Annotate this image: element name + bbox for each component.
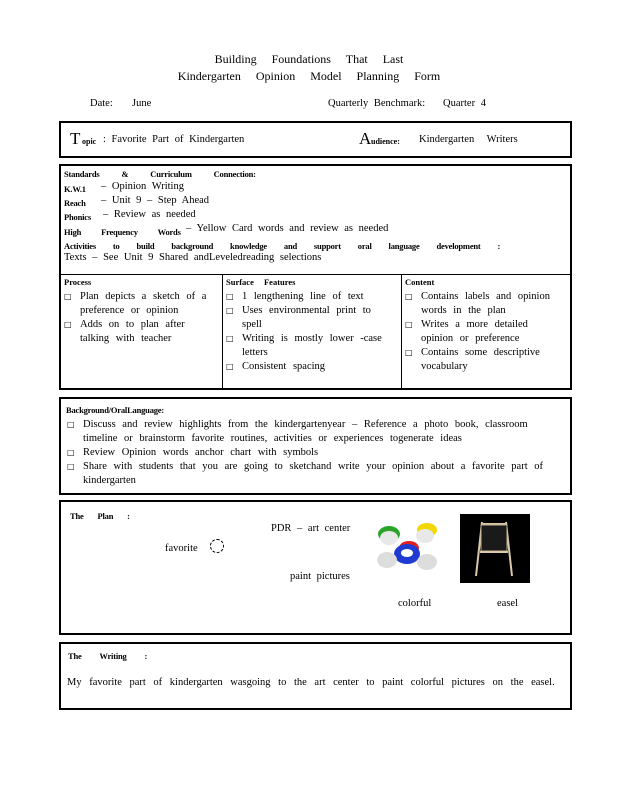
- plan-paint-label: paint pictures: [290, 571, 350, 582]
- list-item: □ Discuss and review highlights from the kindergartenyear – Reference a photo book, classroom timeline or brainstorm favorite routines, activities or experiences togenerate ideas: [67, 418, 557, 446]
- criteria-columns: [61, 274, 570, 388]
- topic-initial: T: [70, 129, 81, 148]
- process-column: [61, 275, 223, 388]
- writing-heading: The Writing :: [68, 651, 148, 661]
- plan-box: [59, 500, 572, 635]
- list-item: □ Contains labels and opinion words in the plan: [405, 290, 560, 318]
- audience-label: udience:: [371, 137, 400, 146]
- topic-label: opic: [82, 137, 97, 146]
- activities-text: Texts – See Unit 9 Shared andLeveledreading selections: [64, 252, 322, 263]
- activities-label: Activities to build background knowledge and support oral language development :: [64, 241, 501, 251]
- background-heading: Background/OralLanguage:: [66, 405, 165, 415]
- standard-text: – Review as needed: [103, 209, 196, 220]
- list-item: □ Consistent spacing: [226, 360, 386, 374]
- benchmark-value: Quarter 4: [443, 98, 486, 109]
- writing-text: My favorite part of kindergarten wasgoing to the art center to paint colorful pictures on the easel.: [67, 677, 555, 688]
- paint-pots-image: [373, 520, 441, 580]
- list-item: □ Writing is mostly lower -case letters: [226, 332, 386, 360]
- plan-heading: The Plan :: [70, 511, 130, 521]
- standard-label: Phonics: [64, 212, 91, 222]
- content-column: [402, 275, 570, 388]
- audience-value: Kindergarten Writers: [419, 134, 518, 145]
- standard-label: Reach: [64, 198, 86, 208]
- form-title-line1: Building Foundations That Last: [214, 52, 404, 66]
- date-label: Date:: [90, 98, 113, 109]
- list-item: □ Plan depicts a sketch of a preference or opinion: [64, 290, 214, 318]
- smiley-face-icon: [210, 539, 224, 553]
- plan-easel-label: easel: [497, 598, 518, 609]
- standards-box: [59, 164, 572, 390]
- standard-text: – Opinion Writing: [101, 181, 184, 192]
- list-item: □ Review Opinion words anchor chart with symbols: [67, 446, 557, 460]
- topic-value: : Favorite Part of Kindergarten: [103, 134, 245, 145]
- list-item: □ Adds on to plan after talking with teacher: [64, 318, 214, 346]
- list-item: □ 1 lengthening line of text: [226, 290, 386, 304]
- standards-heading: Standards & Curriculum Connection:: [64, 169, 256, 179]
- date-value: June: [132, 98, 152, 109]
- audience-initial: A: [359, 129, 372, 148]
- background-box: [59, 397, 572, 495]
- list-item: □ Contains some descriptive vocabulary: [405, 346, 560, 374]
- form-title-line2: Kindergarten Opinion Model Planning Form: [177, 69, 441, 83]
- standard-text: – Yellow Card words and review as needed: [186, 223, 389, 234]
- easel-image: [460, 514, 530, 583]
- standard-text: – Unit 9 – Step Ahead: [101, 195, 210, 206]
- plan-colorful-label: colorful: [398, 598, 432, 609]
- benchmark-label: Quarterly Benchmark:: [328, 98, 426, 109]
- content-heading: Content: [405, 277, 435, 287]
- topic-audience-box: [59, 121, 572, 158]
- list-item: □ Share with students that you are going to sketchand write your opinion about a favorite part of kindergarten: [67, 460, 557, 488]
- surface-features-column: [223, 275, 402, 388]
- plan-favorite-label: favorite: [165, 543, 198, 554]
- process-heading: Process: [64, 277, 92, 287]
- surface-features-heading: Surface Features: [226, 277, 296, 287]
- list-item: □ Writes a more detailed opinion or preference: [405, 318, 560, 346]
- standard-label: High Frequency Words: [64, 227, 181, 237]
- plan-pdr-label: PDR – art center: [271, 523, 351, 534]
- writing-box: [59, 642, 572, 710]
- list-item: □ Uses environmental print to spell: [226, 304, 386, 332]
- standard-label: K.W.1: [64, 184, 86, 194]
